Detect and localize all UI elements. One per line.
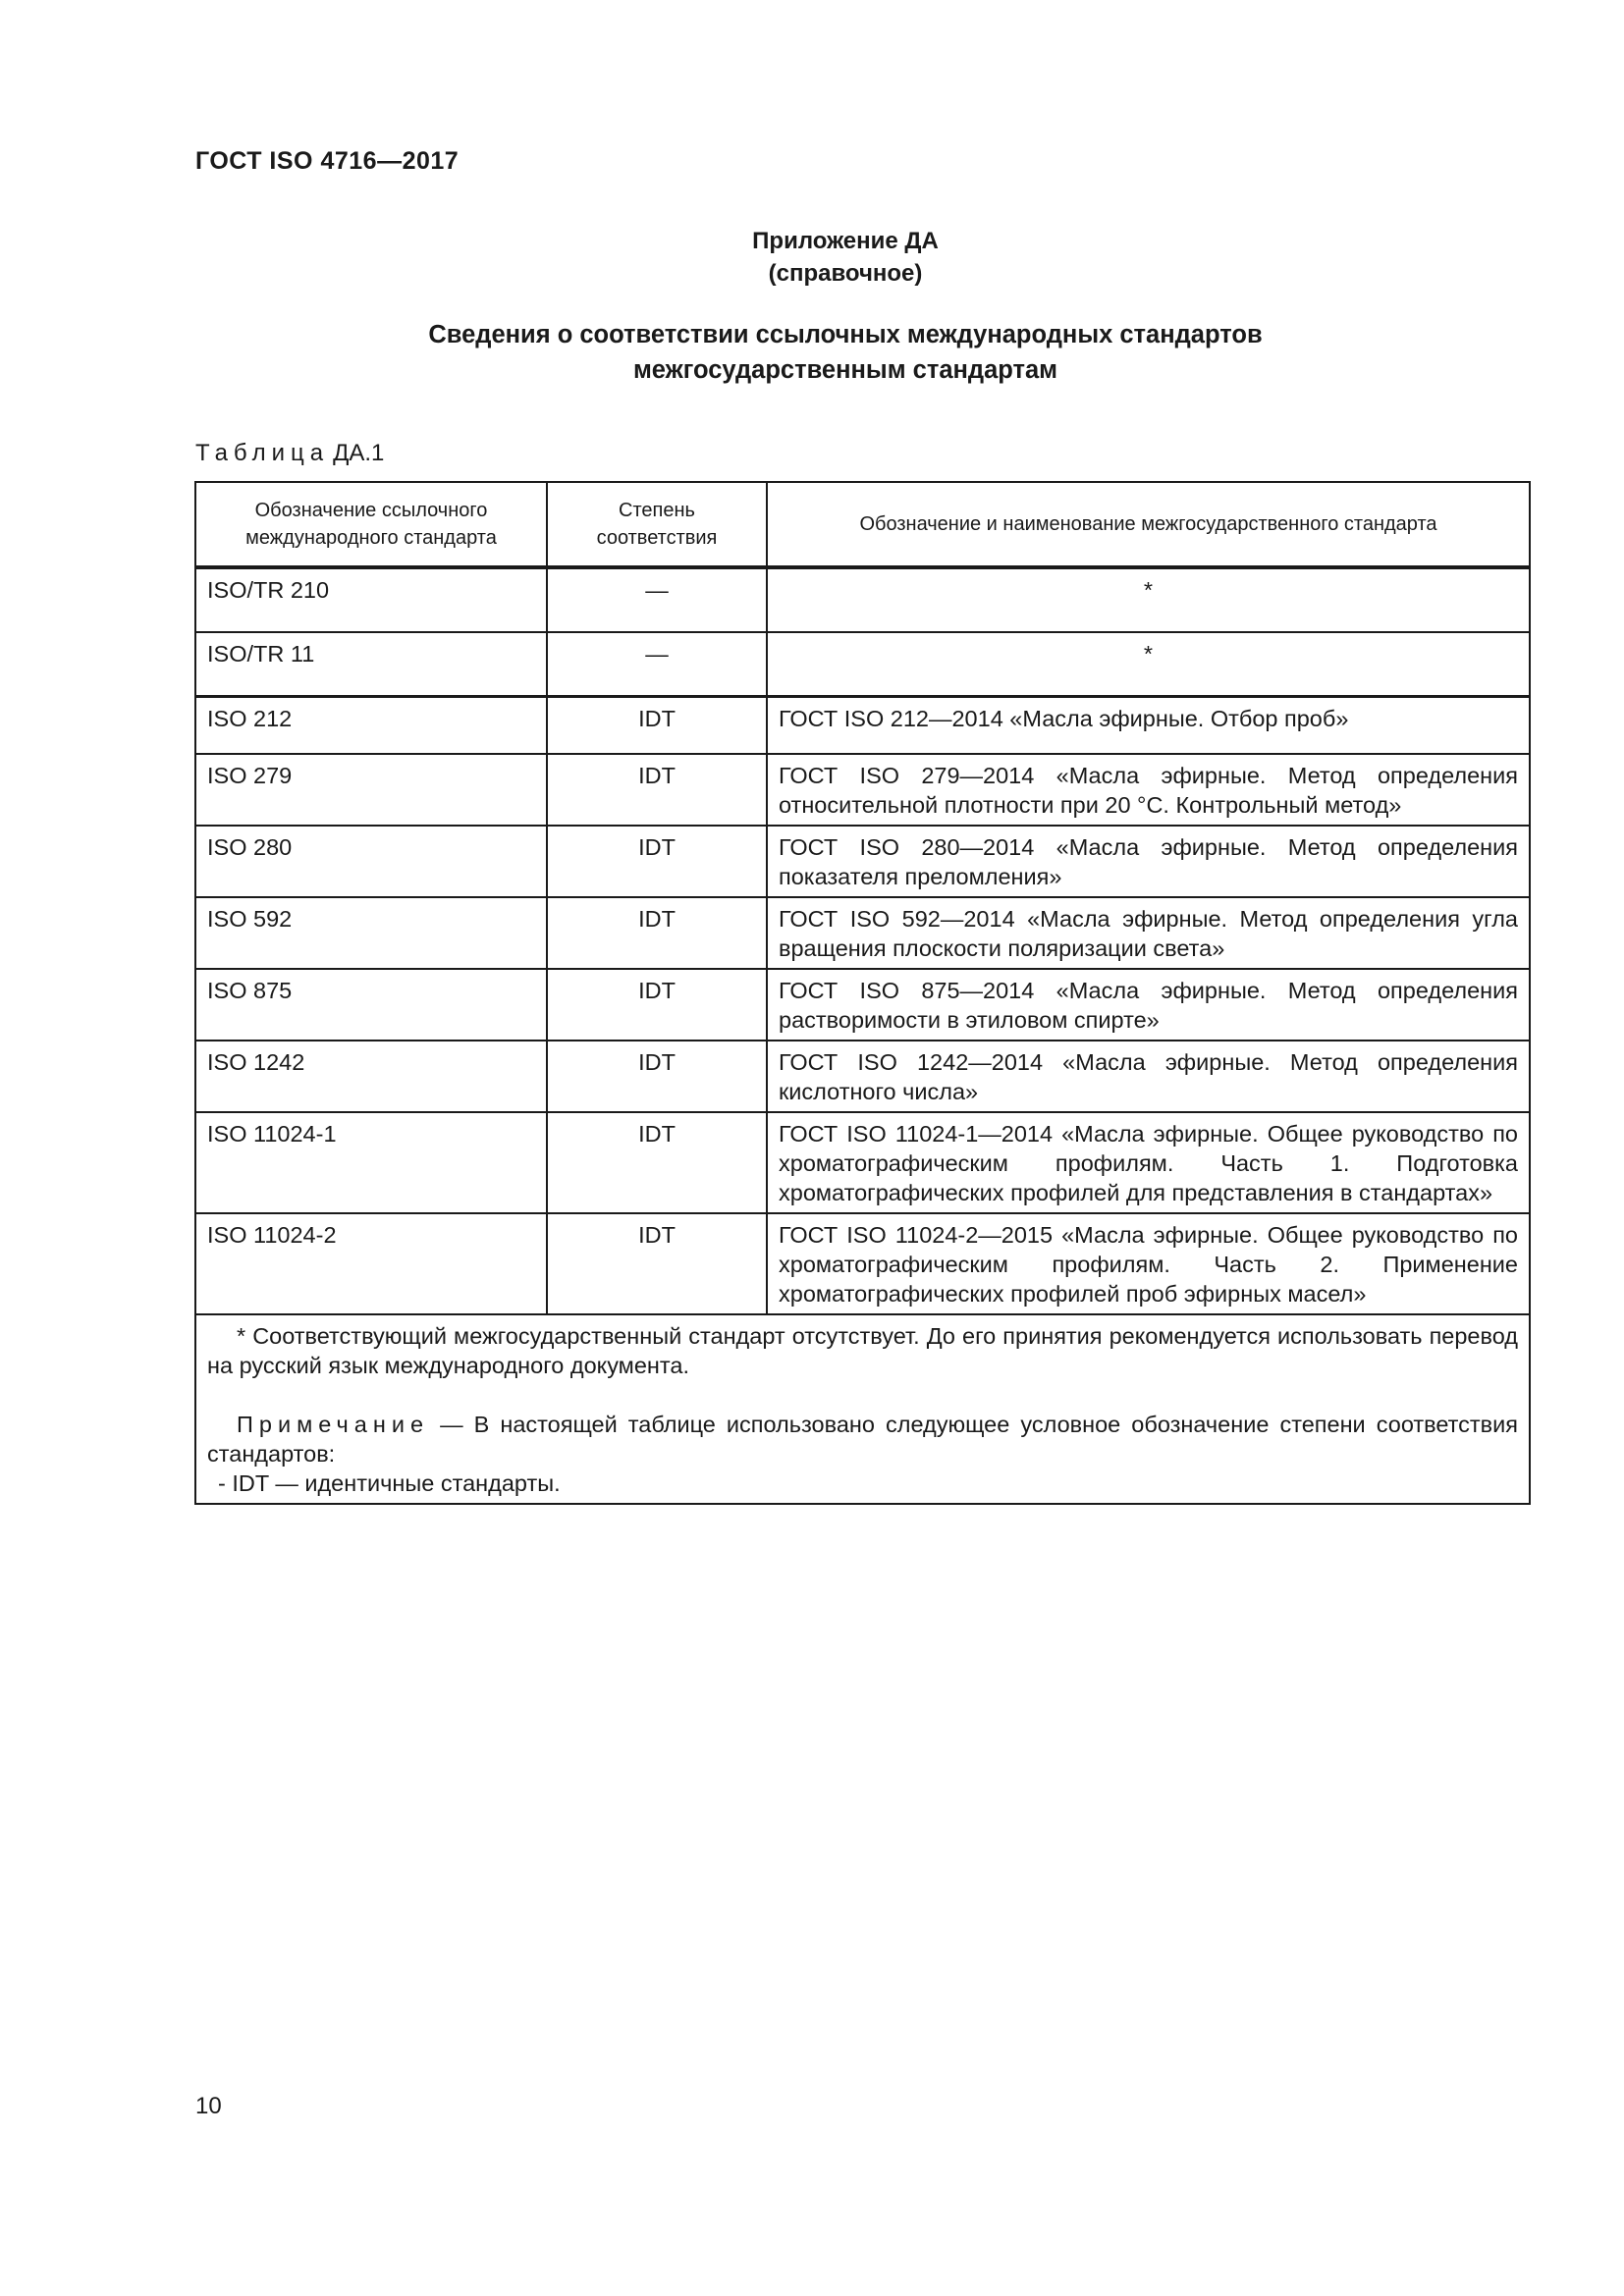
- section-title-line-2: межгосударственным стандартам: [632, 356, 1058, 384]
- table-notes: [195, 1314, 1530, 1504]
- cell-intl: ISO/TR 11: [195, 632, 547, 697]
- appendix-title: Приложение ДА: [752, 228, 939, 254]
- appendix-heading: [0, 225, 1624, 290]
- cell-gost: ГОСТ ISO 279—2014 «Масла эфирные. Метод определения относительной плотности при 20 °С. Контрольный метод»: [767, 754, 1530, 826]
- cell-degree: IDT: [547, 697, 767, 755]
- table-label: [195, 440, 384, 467]
- section-title: [0, 317, 1624, 388]
- column-header-intl-standard: Обозначение ссылочного международного стандарта: [195, 482, 547, 567]
- table-row: [195, 897, 1530, 969]
- cell-gost: ГОСТ ISO 212—2014 «Масла эфирные. Отбор проб»: [767, 697, 1530, 755]
- column-header-gost: Обозначение и наименование межгосударственного стандарта: [767, 482, 1530, 567]
- document-code: ГОСТ ISO 4716—2017: [195, 147, 460, 175]
- cell-intl: ISO 592: [195, 897, 547, 969]
- cell-intl: ISO 1242: [195, 1041, 547, 1112]
- cell-degree: IDT: [547, 826, 767, 897]
- note: [207, 1410, 1518, 1468]
- cell-gost: ГОСТ ISO 592—2014 «Масла эфирные. Метод определения угла вращения плоскости поляризации света»: [767, 897, 1530, 969]
- table-row: [195, 1213, 1530, 1314]
- table-row: [195, 969, 1530, 1041]
- table-row: [195, 567, 1530, 632]
- footnote: * Соответствующий межгосударственный стандарт отсутствует. До его принятия рекомендуется использовать перевод на русский язык международного документа.: [207, 1323, 1518, 1378]
- cell-degree: —: [547, 632, 767, 697]
- cell-degree: IDT: [547, 897, 767, 969]
- cell-degree: IDT: [547, 969, 767, 1041]
- cell-intl: ISO 280: [195, 826, 547, 897]
- table-row: [195, 754, 1530, 826]
- cell-degree: IDT: [547, 1112, 767, 1213]
- cell-degree: IDT: [547, 1041, 767, 1112]
- cell-gost: *: [767, 632, 1530, 697]
- cell-degree: IDT: [547, 1213, 767, 1314]
- cell-gost: ГОСТ ISO 11024-1—2014 «Масла эфирные. Общее руководство по хроматографическим профилям. Часть 1. Подготовка хроматографических профилей для представления в стандартах»: [767, 1112, 1530, 1213]
- cell-intl: ISO 875: [195, 969, 547, 1041]
- cell-intl: ISO 212: [195, 697, 547, 755]
- correspondence-table: [194, 481, 1531, 1505]
- cell-intl: ISO 11024-2: [195, 1213, 547, 1314]
- note-list-item: - IDT — идентичные стандарты.: [218, 1470, 561, 1496]
- table-row: [195, 632, 1530, 697]
- table-row: [195, 1112, 1530, 1213]
- table-header-row: [195, 482, 1530, 567]
- note-text: — В настоящей таблице использовано следующее условное обозначение степени соответствия стандартов:: [207, 1412, 1518, 1467]
- table-label-word: Таблица: [195, 440, 330, 466]
- cell-intl: ISO 279: [195, 754, 547, 826]
- page-number: 10: [195, 2093, 222, 2119]
- cell-degree: IDT: [547, 754, 767, 826]
- table-notes-row: [195, 1314, 1530, 1504]
- note-label: Примечание: [237, 1412, 430, 1437]
- table-row: [195, 697, 1530, 755]
- table-row: [195, 1041, 1530, 1112]
- cell-intl: ISO 11024-1: [195, 1112, 547, 1213]
- cell-gost: ГОСТ ISO 875—2014 «Масла эфирные. Метод определения растворимости в этиловом спирте»: [767, 969, 1530, 1041]
- cell-intl: ISO/TR 210: [195, 567, 547, 632]
- table-label-id: ДА.1: [333, 440, 385, 466]
- appendix-subtitle: (справочное): [768, 260, 923, 287]
- table-row: [195, 826, 1530, 897]
- cell-gost: *: [767, 567, 1530, 632]
- column-header-degree: Степень соответствия: [547, 482, 767, 567]
- section-title-line-1: Сведения о соответствии ссылочных международных стандартов: [428, 321, 1263, 348]
- cell-gost: ГОСТ ISO 280—2014 «Масла эфирные. Метод определения показателя преломления»: [767, 826, 1530, 897]
- cell-gost: ГОСТ ISO 11024-2—2015 «Масла эфирные. Общее руководство по хроматографическим профилям. Часть 2. Применение хроматографических профилей проб эфирных масел»: [767, 1213, 1530, 1314]
- cell-degree: —: [547, 567, 767, 632]
- cell-gost: ГОСТ ISO 1242—2014 «Масла эфирные. Метод определения кислотного числа»: [767, 1041, 1530, 1112]
